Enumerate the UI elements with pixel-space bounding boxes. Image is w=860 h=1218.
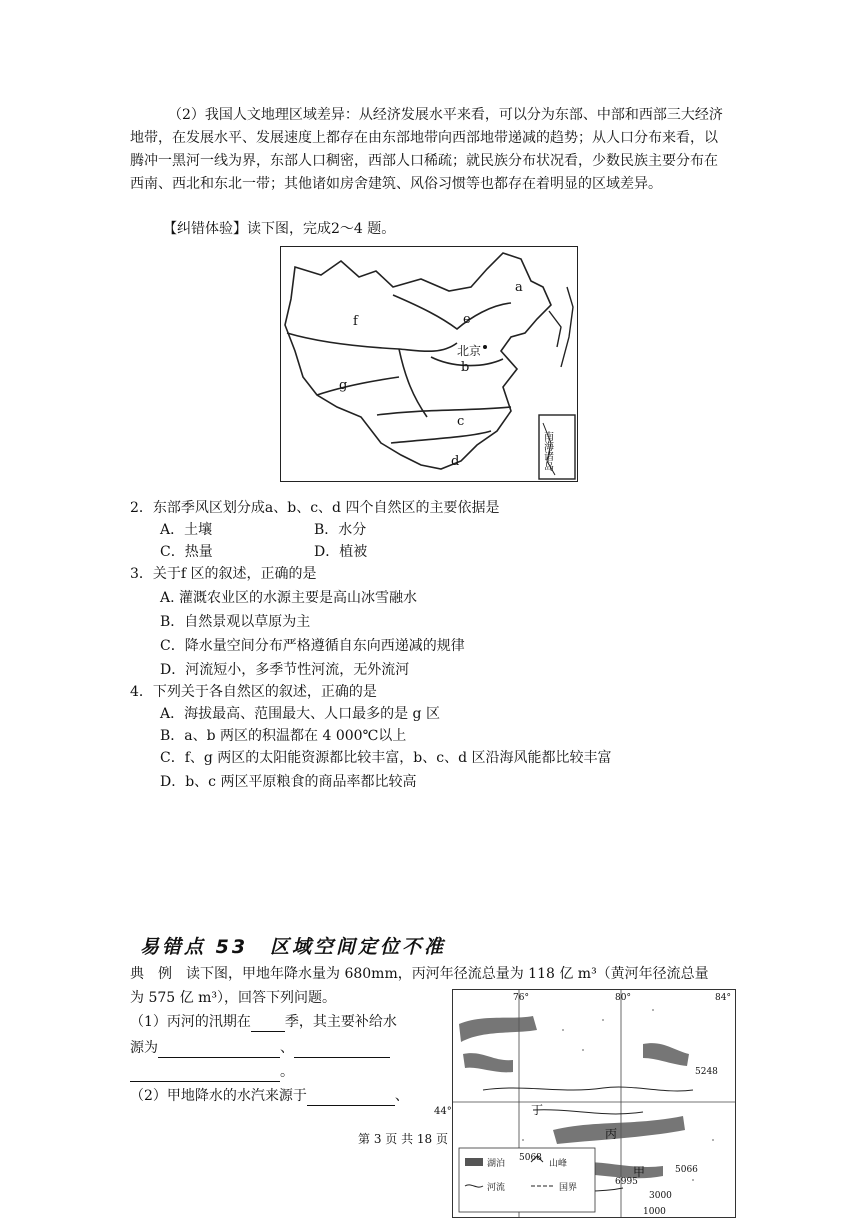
q1-mid: 季，其主要补给水 — [284, 1014, 397, 1030]
question-2-stem: 2．东部季风区划分成a、b、c、d 四个自然区的主要依据是 — [130, 500, 500, 516]
beijing-label: 北京 — [457, 344, 482, 358]
lat-44: 44° — [434, 1106, 452, 1117]
q1-sep: 、 — [280, 1040, 294, 1056]
example-q1-line2 — [130, 1038, 390, 1058]
q1-blank-source-2[interactable] — [294, 1041, 390, 1058]
example-line-1: 典 例 读下图，甲地年降水量为 680mm，丙河年径流总量为 118 亿 m³（黄河年径流总量 — [130, 966, 709, 982]
q2-blank-1[interactable] — [307, 1089, 395, 1106]
china-natural-regions-map — [280, 246, 578, 482]
q1-line2-prefix: 源为 — [130, 1040, 158, 1056]
region-label-f: f — [353, 314, 358, 329]
peak-5248: 5248 — [695, 1067, 718, 1077]
q4-option-b: B．a、b 两区的积温都在 4 000℃以上 — [160, 728, 407, 744]
region-label-e: e — [463, 312, 471, 327]
china-map-svg — [281, 247, 577, 481]
country-outline — [285, 253, 551, 469]
q3-option-c: C．降水量空间分布严格遵循自东向西递减的规律 — [160, 638, 465, 654]
q1-blank-season[interactable] — [251, 1015, 285, 1032]
xinjiang-map-svg — [453, 990, 735, 1217]
divide-plateau — [399, 349, 427, 417]
legend-lake: 湖泊 — [487, 1159, 506, 1169]
q4-option-d: D．b、c 两区平原粮食的商品率都比较高 — [160, 774, 417, 790]
q3-option-a: A. 灌溉农业区的水源主要是高山冰雪融水 — [160, 590, 418, 606]
label-bing: 丙 — [605, 1127, 618, 1141]
peak-6995: 6995 — [615, 1177, 638, 1187]
q2-option-b: B．水分 — [314, 522, 367, 538]
q2-option-d: D．植被 — [314, 544, 368, 560]
example-q2 — [130, 1086, 409, 1106]
xinjiang-region-map — [452, 989, 736, 1218]
legend-border: 国界 — [559, 1183, 578, 1193]
q4-option-a: A．海拔最高、范围最大、人口最多的是 g 区 — [160, 706, 440, 722]
region-label-a: a — [515, 280, 523, 295]
legend-peak: 山峰 — [549, 1159, 568, 1169]
peak-5066: 5066 — [675, 1165, 698, 1175]
lon-80: 80° — [615, 993, 631, 1003]
peak-1000: 1000 — [643, 1207, 666, 1217]
example-line-2: 为 575 亿 m³），回答下列问题。 — [130, 990, 336, 1006]
divide-e — [393, 295, 511, 329]
q2-option-a: A．土壤 — [160, 522, 213, 538]
divide-f-g — [287, 333, 457, 351]
divide-west — [317, 377, 399, 395]
inset-label: 南海诸岛 — [541, 431, 553, 471]
label-jia: 甲 — [633, 1165, 646, 1179]
divide-d — [391, 431, 491, 443]
q4-option-c: C．f、g 两区的太阳能资源都比较丰富，b、c、d 区沿海风能都比较丰富 — [160, 750, 612, 766]
region-label-d: d — [451, 454, 460, 469]
q2-option-c: C．热量 — [160, 544, 213, 560]
legend-river: 河流 — [487, 1183, 506, 1193]
divide-c — [377, 407, 511, 415]
lon-76: 76° — [513, 993, 529, 1003]
region-label-c: c — [457, 414, 465, 429]
q3-option-d: D．河流短小，多季节性河流，无外流河 — [160, 662, 410, 678]
label-ding: 丁 — [531, 1103, 544, 1117]
beijing-dot — [483, 345, 487, 349]
region-label-b: b — [461, 360, 470, 375]
q2-sep: 、 — [394, 1088, 409, 1104]
intro-paragraph: （2）我国人文地理区域差异：从经济发展水平来看，可以分为东部、中部和西部三大经济地带，在发展水平、发展速度上都存在由东部地带向西部地带递减的趋势；从人口分布来看，以腾冲一黑河一线为界，东部人口稠密，西部人口稀疏；就民族分布状况看，少数民族主要分布在西南、西北和东北一带；其他诸如房舍建筑、风俗习惯等也都存在着明显的区域差异。 — [130, 107, 723, 192]
q1-blank-source-1[interactable] — [158, 1041, 280, 1058]
lon-84: 84° — [715, 993, 731, 1003]
example-q1-line3 — [130, 1062, 294, 1082]
example-q1 — [130, 1012, 397, 1032]
page-footer: 第 3 页 共 18 页 — [358, 1132, 448, 1146]
peak-5068: 5068 — [519, 1153, 542, 1163]
q2-prefix: （2）甲地降水的水汽来源于 — [130, 1088, 307, 1104]
q1-blank-source-3[interactable] — [130, 1065, 280, 1082]
question-3-stem: 3．关于f 区的叙述，正确的是 — [130, 566, 317, 582]
question-4-stem: 4．下列关于各自然区的叙述，正确的是 — [130, 684, 377, 700]
correction-prompt: 【纠错体验】读下图，完成2～4 题。 — [163, 221, 396, 237]
q1-end: 。 — [280, 1064, 294, 1080]
q3-option-b: B．自然景观以草原为主 — [160, 614, 311, 630]
region-label-g: g — [339, 378, 348, 393]
legend-lake-swatch — [465, 1158, 483, 1166]
section-heading: 易错点 53 区域空间定位不准 — [140, 936, 447, 958]
q1-prefix: （1）丙河的汛期在 — [130, 1014, 251, 1030]
peak-3000: 3000 — [649, 1191, 672, 1201]
